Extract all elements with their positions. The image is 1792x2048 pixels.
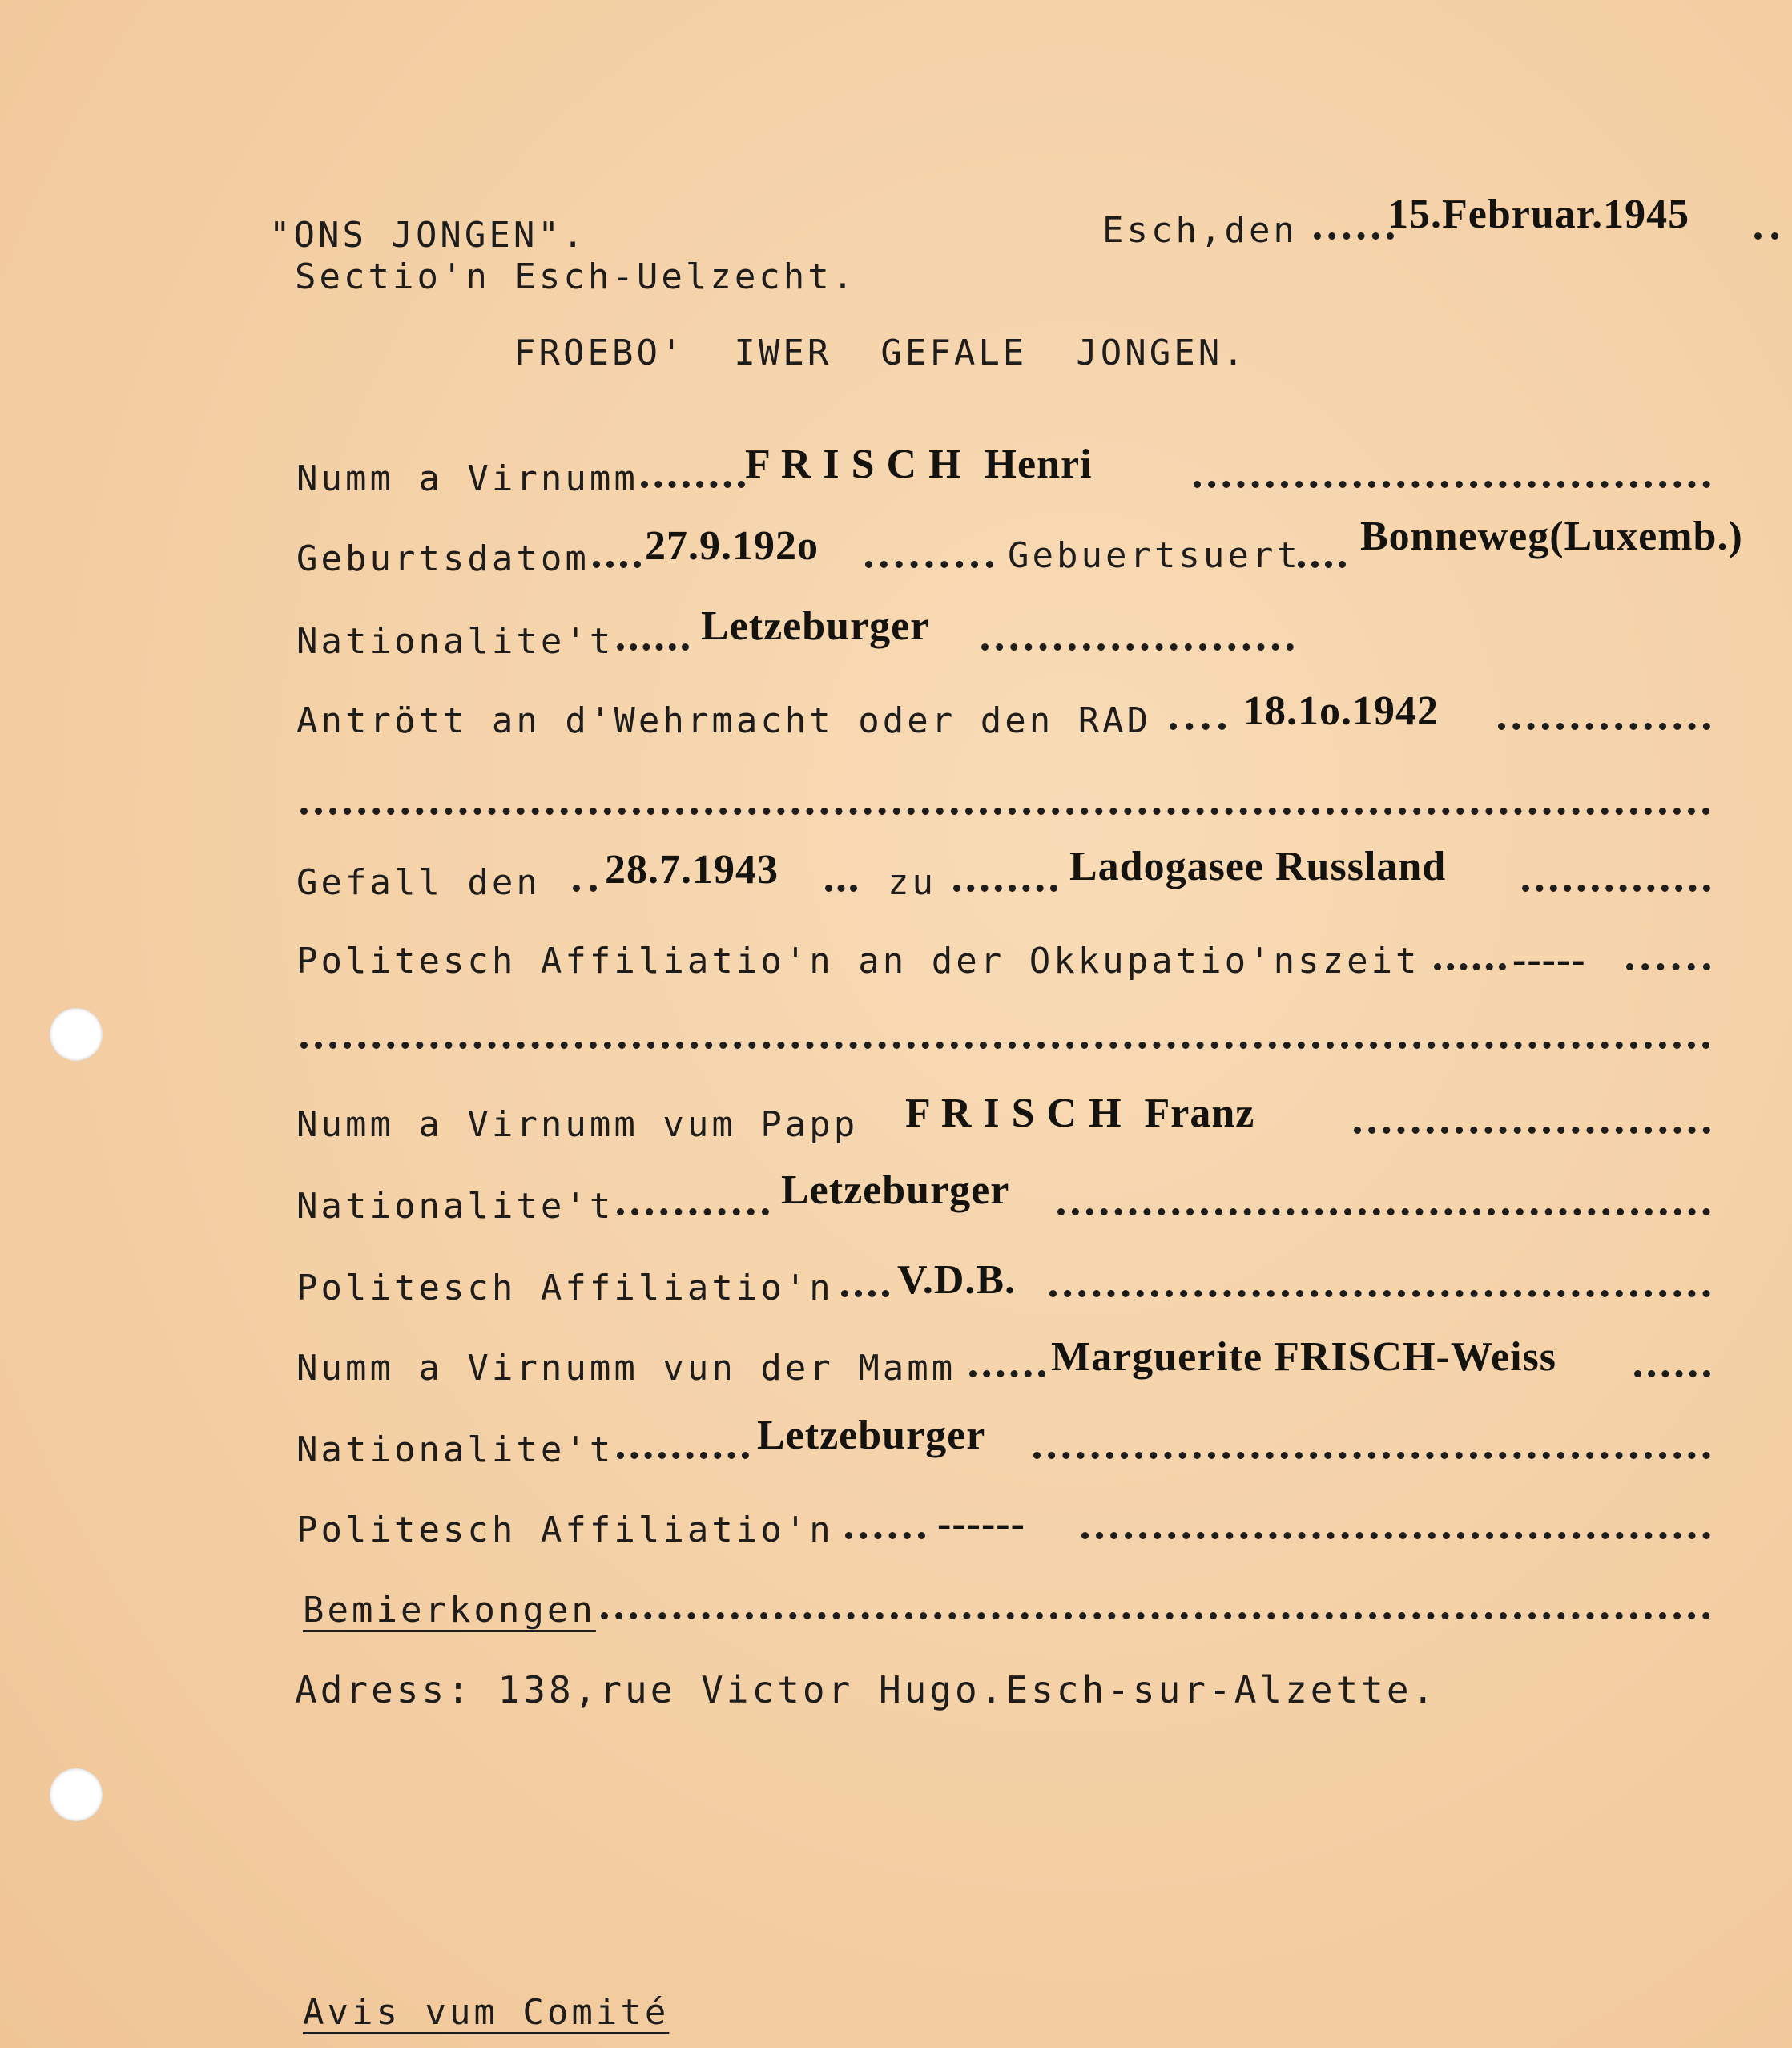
mother-value: Marguerite FRISCH-Weiss [1051, 1334, 1557, 1380]
date-trailer [1754, 232, 1778, 240]
birthdate-value: 27.9.192o [645, 523, 819, 569]
nationality-label: Nationalite't [296, 621, 614, 662]
birthplace-value: Bonneweg(Luxemb.) [1360, 514, 1743, 559]
leader [573, 885, 597, 892]
fallen-place: Ladogasee Russland [1069, 844, 1447, 889]
name-label: Numm a Virnumm [296, 458, 638, 499]
father-nationality-label: Nationalite't [296, 1186, 614, 1227]
leader [845, 1532, 925, 1539]
leader [1626, 963, 1710, 970]
leader [841, 1290, 889, 1297]
leader [1033, 1452, 1710, 1459]
father-nationality-value: Letzeburger [781, 1167, 1010, 1213]
leader [1522, 885, 1710, 892]
punch-hole-bottom [50, 1768, 103, 1821]
leader [601, 1612, 1710, 1619]
date-leader [1314, 232, 1394, 240]
document-date: 15.Februar.1945 [1387, 191, 1690, 237]
leader [825, 885, 857, 892]
fallen-at-label: zu [888, 862, 936, 903]
leader [953, 885, 1057, 892]
document-title: FROEBO' IWER GEFALE JONGEN. [514, 333, 1247, 373]
mother-nationality-label: Nationalite't [296, 1429, 614, 1470]
address: Adress: 138,rue Victor Hugo.Esch-sur-Alzette. [295, 1668, 1438, 1711]
leader [981, 643, 1294, 651]
leader [1434, 963, 1506, 970]
leader [593, 561, 641, 568]
fallen-label: Gefall den [296, 862, 541, 903]
nationality-value: Letzeburger [701, 603, 930, 649]
leader [969, 1370, 1045, 1377]
name-value: F R I S C H Henri [745, 441, 1093, 487]
leader [617, 643, 689, 651]
entry-value: 18.1o.1942 [1243, 688, 1439, 734]
section-name: Sectio'n Esch-Uelzecht. [295, 256, 857, 297]
committee-opinion-label: Avis vum Comité [303, 1992, 670, 2033]
leader [641, 481, 745, 488]
mother-label: Numm a Virnumm vun der Mamm [296, 1348, 956, 1389]
leader [1194, 481, 1710, 488]
mother-political-label: Politesch Affiliatio'n [296, 1510, 834, 1550]
leader [1498, 723, 1710, 730]
father-political-value: V.D.B. [897, 1257, 1017, 1303]
org-name: "ONS JONGEN". [269, 215, 587, 256]
place-prefix: Esch,den [1102, 210, 1298, 251]
birthplace-label: Gebuertsuert [1008, 535, 1301, 576]
leader [1634, 1370, 1710, 1377]
entry-label: Antrött an d'Wehrmacht oder den RAD [296, 700, 1152, 741]
remarks-label: Bemierkongen [303, 1590, 596, 1631]
blank-line [300, 808, 1710, 815]
leader [1170, 723, 1226, 730]
father-label: Numm a Virnumm vum Papp [296, 1104, 859, 1145]
leader [1298, 561, 1346, 568]
leader [1081, 1532, 1710, 1539]
leader [617, 1208, 769, 1215]
political-label: Politesch Affiliatio'n an der Okkupatio'nszeit [296, 941, 1420, 982]
blank-line [300, 1042, 1710, 1049]
leader [865, 561, 993, 568]
father-political-label: Politesch Affiliatio'n [296, 1268, 834, 1308]
leader [1057, 1208, 1710, 1215]
leader [1049, 1290, 1710, 1297]
birthdate-label: Geburtsdatom [296, 538, 590, 579]
leader [1354, 1127, 1710, 1134]
mother-nationality-value: Letzeburger [757, 1413, 986, 1458]
punch-hole-top [50, 1008, 103, 1061]
fallen-date: 28.7.1943 [605, 847, 779, 893]
political-value: ----- [1512, 937, 1586, 982]
father-value: F R I S C H Franz [905, 1091, 1255, 1136]
mother-political-value: ------ [937, 1501, 1025, 1546]
leader [617, 1452, 749, 1459]
